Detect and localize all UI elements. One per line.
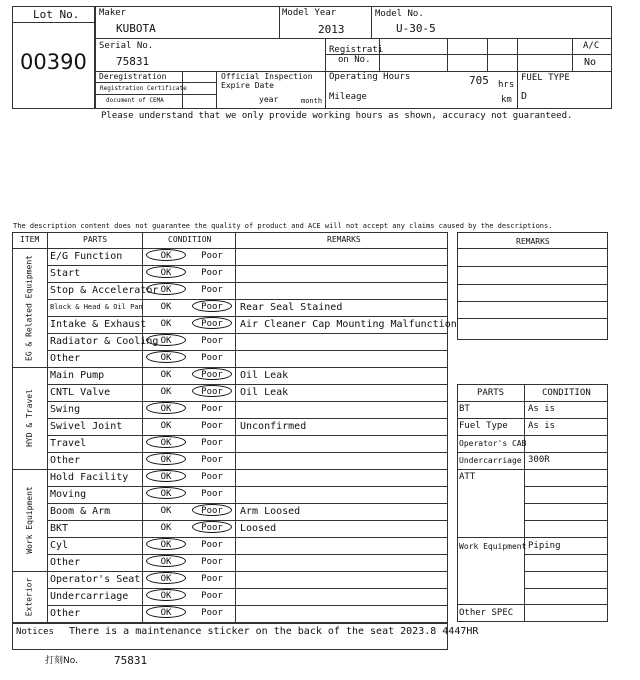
ok-mark: OK <box>146 470 186 482</box>
poor-mark: Poor <box>201 268 223 278</box>
right-parts-header: PARTS <box>477 388 505 398</box>
part-name: Block & Head & Oil Pan <box>50 303 143 311</box>
poor-mark: Poor <box>192 521 232 533</box>
ok-mark: OK <box>146 266 186 278</box>
poor-mark: Poor <box>201 285 223 295</box>
ok-mark: OK <box>146 606 186 618</box>
poor-mark: Poor <box>201 608 223 618</box>
right-part: Operator's CAB <box>459 439 527 448</box>
ok-mark: OK <box>146 555 186 567</box>
stamp-label: 打刻No. <box>45 656 78 666</box>
category-label: Exterior <box>24 577 34 616</box>
remark-text: Air Cleaner Cap Mounting Malfunction <box>240 319 457 330</box>
poor-mark: Poor <box>201 455 223 465</box>
ok-mark: OK <box>160 319 172 329</box>
remark-text: Oil Leak <box>240 387 289 398</box>
right-part: Undercarriage <box>459 456 522 465</box>
part-name: Cyl <box>50 540 69 551</box>
hours-notice: Please understand that we only provide working hours as shown, accuracy not guaranteed. <box>101 111 573 121</box>
ac-label: A/C <box>583 41 600 51</box>
ok-mark: OK <box>146 589 186 601</box>
ok-mark: OK <box>146 283 186 295</box>
lot-label: Lot No. <box>33 8 80 21</box>
registration-certificate-label: Registration Certificate <box>100 85 187 92</box>
poor-mark: Poor <box>201 353 223 363</box>
hrs-unit: hrs <box>498 80 515 90</box>
part-name: Operator's Seat <box>50 574 141 585</box>
part-name: CNTL Valve <box>50 387 111 398</box>
poor-mark: Poor <box>201 421 223 431</box>
part-name: Boom & Arm <box>50 506 111 517</box>
cema-label: document of CEMA <box>106 97 164 104</box>
poor-mark: Poor <box>192 300 232 312</box>
right-condition: As is <box>528 404 556 414</box>
ok-mark: OK <box>146 538 186 550</box>
poor-mark: Poor <box>192 368 232 380</box>
part-name: Radiator & Cooling <box>50 336 159 347</box>
poor-mark: Poor <box>201 540 223 550</box>
poor-mark: Poor <box>192 504 232 516</box>
right-part: BT <box>459 404 470 414</box>
part-name: Swivel Joint <box>50 421 123 432</box>
part-name: Other <box>50 608 81 619</box>
parts-header: PARTS <box>83 235 108 244</box>
notices-text: There is a maintenance sticker on the back of the seat 2023.8 4447HR <box>69 626 479 637</box>
ok-mark: OK <box>146 351 186 363</box>
part-name: Undercarriage <box>50 591 129 602</box>
category-label: Work Equipment <box>24 486 34 554</box>
model-year-value: 2013 <box>318 23 345 36</box>
poor-mark: Poor <box>201 336 223 346</box>
right-condition-header: CONDITION <box>542 388 591 398</box>
ok-mark: OK <box>146 572 186 584</box>
disclaimer: The description content does not guarantee the quality of product and ACE will not accept any claims caused by the descriptions. <box>13 222 553 230</box>
part-name: Hold Facility <box>50 472 129 483</box>
part-name: Start <box>50 268 81 279</box>
category-label: HYD & Travel <box>24 389 34 447</box>
km-unit: km <box>501 95 512 105</box>
ok-mark: OK <box>160 387 172 397</box>
month-label: month <box>301 97 323 105</box>
part-name: Travel <box>50 438 87 449</box>
poor-mark: Poor <box>201 557 223 567</box>
ok-mark: OK <box>146 453 186 465</box>
poor-mark: Poor <box>201 251 223 261</box>
ok-mark: OK <box>146 402 186 414</box>
ok-mark: OK <box>146 436 186 448</box>
part-name: Main Pump <box>50 370 105 381</box>
model-no-label: Model No. <box>375 9 424 19</box>
registration-label-2: on No. <box>338 55 371 65</box>
fuel-type-value: D <box>521 91 528 102</box>
poor-mark: Poor <box>201 438 223 448</box>
other-spec-label: Other SPEC <box>459 608 514 618</box>
part-name: E/G Function <box>50 251 123 262</box>
category-label: EG & Related Equipment <box>24 254 34 361</box>
notices-label: Notices <box>16 627 54 637</box>
work-equipment-label: Work Equipment <box>459 542 527 551</box>
model-year-label: Model Year <box>282 8 337 18</box>
condition-header: CONDITION <box>168 235 212 244</box>
poor-mark: Poor <box>192 385 232 397</box>
serial-label: Serial No. <box>99 41 154 51</box>
part-name: Moving <box>50 489 87 500</box>
poor-mark: Poor <box>192 317 232 329</box>
model-no-value: U-30-5 <box>396 22 436 35</box>
ok-mark: OK <box>146 487 186 499</box>
fuel-type-label: FUEL TYPE <box>521 73 570 83</box>
remarks-panel-header: REMARKS <box>516 237 550 246</box>
registration-label-1: Registrati <box>329 45 384 55</box>
poor-mark: Poor <box>201 591 223 601</box>
remark-text: Loosed <box>240 523 277 534</box>
right-condition: 300R <box>528 455 550 465</box>
part-name: Intake & Exhaust <box>50 319 147 330</box>
poor-mark: Poor <box>201 574 223 584</box>
part-name: Other <box>50 455 81 466</box>
ok-mark: OK <box>160 370 172 380</box>
remark-text: Arm Loosed <box>240 506 301 517</box>
part-name: Swing <box>50 404 81 415</box>
poor-mark: Poor <box>201 404 223 414</box>
part-name: Other <box>50 557 81 568</box>
part-name: Stop & Accelerator <box>50 285 159 296</box>
ok-mark: OK <box>146 334 186 346</box>
deregistration-label: Deregistration <box>99 72 167 81</box>
remark-text: Unconfirmed <box>240 421 307 432</box>
serial-value: 75831 <box>116 55 150 68</box>
part-name: BKT <box>50 523 69 534</box>
stamp-value: 75831 <box>114 654 148 667</box>
operating-hours-label: Operating Hours <box>329 72 411 82</box>
maker-value: KUBOTA <box>116 22 156 35</box>
right-part: Fuel Type <box>459 421 508 431</box>
ok-mark: OK <box>160 523 172 533</box>
ok-mark: OK <box>146 249 186 261</box>
att-label: ATT <box>459 472 476 482</box>
work-equipment-value: Piping <box>528 541 561 551</box>
part-name: Other <box>50 353 81 364</box>
mileage-label: Mileage <box>329 92 367 102</box>
remark-text: Rear Seal Stained <box>240 302 343 313</box>
operating-hours-value: 705 <box>469 74 489 87</box>
remark-text: Oil Leak <box>240 370 289 381</box>
ok-mark: OK <box>160 302 172 312</box>
inspection-label-2: Expire Date <box>221 81 274 90</box>
lot-number: 00390 <box>20 50 87 74</box>
item-header: ITEM <box>20 235 40 244</box>
remarks-header: REMARKS <box>327 235 361 244</box>
poor-mark: Poor <box>201 472 223 482</box>
year-label: year <box>259 95 279 104</box>
ok-mark: OK <box>160 506 172 516</box>
ok-mark: OK <box>160 421 172 431</box>
poor-mark: Poor <box>201 489 223 499</box>
right-condition: As is <box>528 421 556 431</box>
inspection-label-1: Official Inspection <box>221 72 313 81</box>
ac-value: No <box>584 57 597 68</box>
maker-label: Maker <box>99 8 127 18</box>
